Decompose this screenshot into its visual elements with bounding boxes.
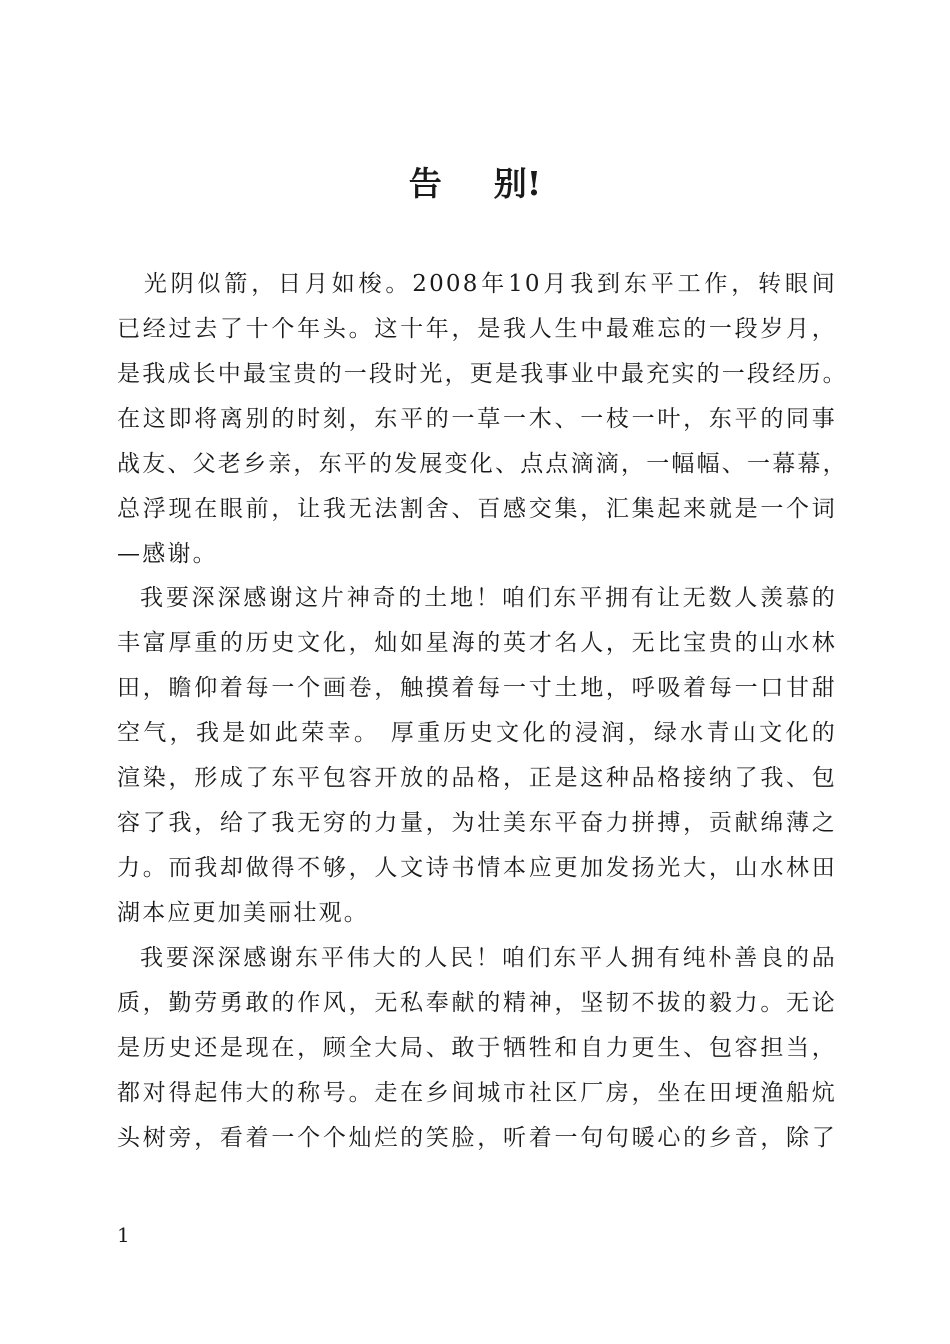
title-part-2: 别!	[493, 164, 542, 203]
title-part-1: 告	[408, 164, 442, 203]
body-line: 都对得起伟大的称号。走在乡间城市社区厂房，坐在田埂渔船炕	[117, 1080, 837, 1106]
body-line: 战友、父老乡亲，东平的发展变化、点点滴滴，一幅幅、一幕幕，	[117, 451, 848, 477]
body-line: 我要深深感谢这片神奇的土地！咱们东平拥有让无数人羡慕的	[140, 585, 837, 611]
body-line: 丰富厚重的历史文化，灿如星海的英才名人，无比宝贵的山水林	[117, 630, 837, 656]
body-line: 容了我，给了我无穷的力量，为壮美东平奋力拼搏，贡献绵薄之	[117, 810, 837, 836]
body-line: 湖本应更加美丽壮观。	[117, 900, 369, 926]
body-line: 头树旁，看着一个个灿烂的笑脸，听着一句句暖心的乡音，除了	[117, 1125, 837, 1151]
body-line: 力。而我却做得不够，人文诗书情本应更加发扬光大，山水林田	[117, 855, 837, 881]
body-line: 在这即将离别的时刻，东平的一草一木、一枝一叶，东平的同事	[117, 406, 837, 432]
page-title	[0, 158, 950, 205]
body-line: 已经过去了十个年头。这十年，是我人生中最难忘的一段岁月，	[117, 316, 837, 342]
body-line: 是我成长中最宝贵的一段时光，更是我事业中最充实的一段经历。	[117, 361, 848, 387]
body-line: 空气，我是如此荣幸。 厚重历史文化的浸润，绿水青山文化的	[117, 720, 837, 746]
page-number: 1	[117, 1223, 130, 1247]
body-line: 田，瞻仰着每一个画卷，触摸着每一寸土地，呼吸着每一口甘甜	[117, 675, 837, 701]
body-line: —感谢。	[117, 541, 218, 567]
body-line: 我要深深感谢东平伟大的人民！咱们东平人拥有纯朴善良的品	[140, 945, 837, 971]
body-line: 质，勤劳勇敢的作风，无私奉献的精神，坚韧不拔的毅力。无论	[117, 990, 837, 1016]
body-line: 总浮现在眼前，让我无法割舍、百感交集，汇集起来就是一个词	[117, 496, 837, 522]
body-line: 渲染，形成了东平包容开放的品格，正是这种品格接纳了我、包	[117, 765, 837, 791]
body-line: 是历史还是现在，顾全大局、敢于牺牲和自力更生、包容担当，	[117, 1035, 837, 1061]
body-line: 光阴似箭，日月如梭。2008年10月我到东平工作，转眼间	[117, 271, 837, 297]
